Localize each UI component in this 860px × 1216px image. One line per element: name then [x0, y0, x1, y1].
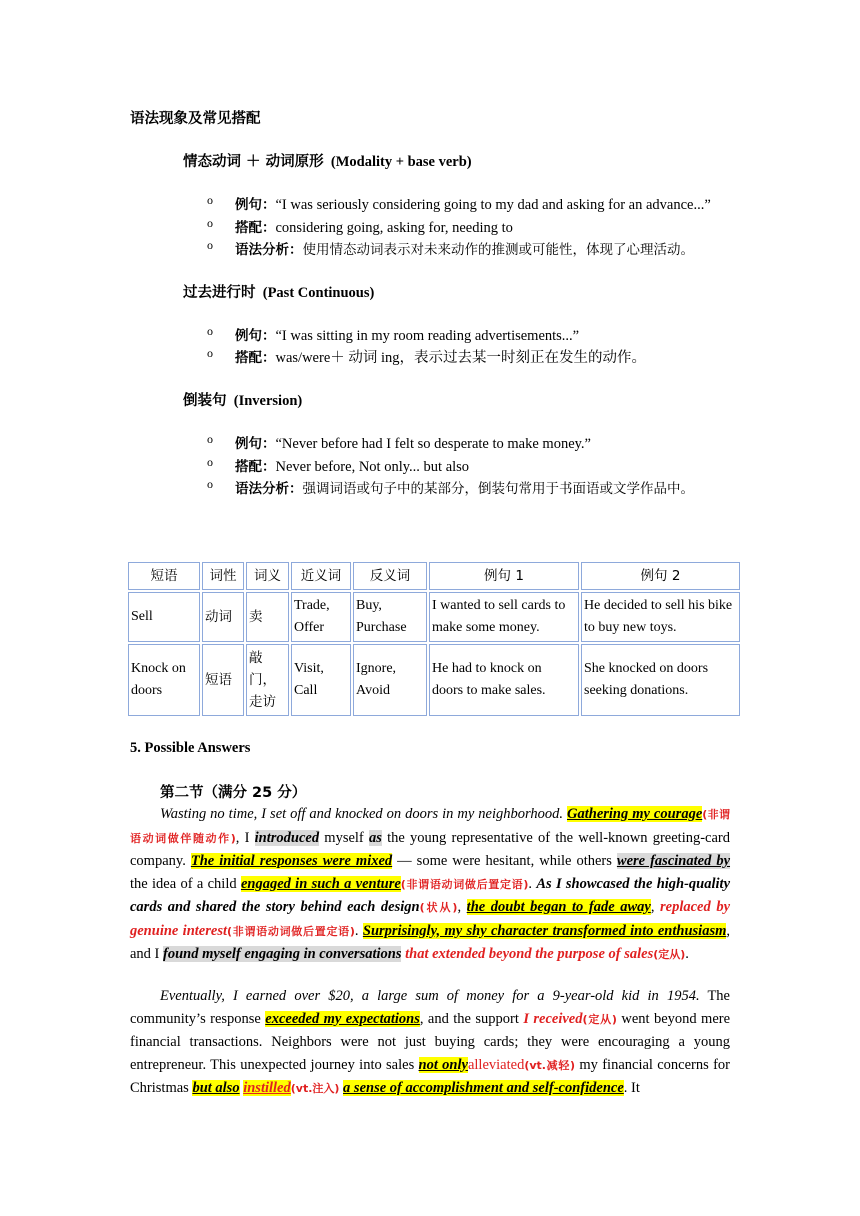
grammar-note: (状从)	[419, 901, 458, 914]
grammar-title-cn: 过去进行时	[183, 285, 256, 301]
red-phrase: I received	[523, 1010, 583, 1027]
section-subtitle: 第二节（满分 25 分）	[160, 785, 307, 801]
grammar-title-inversion	[183, 389, 302, 410]
bullet-marker: o	[207, 216, 213, 230]
bullet-marker: o	[207, 455, 213, 469]
bullet-text: “Never before had I felt so desperate to make money.”	[275, 436, 591, 452]
table-cell: I wanted to sell cards to make some money.	[429, 592, 579, 642]
text-run: ,	[650, 899, 655, 915]
bullet-label: 搭配：	[235, 350, 276, 366]
text-run: Wasting no time, I set off and knocked on doors in my neighborhood.	[160, 806, 564, 822]
table-cell: 短语	[202, 644, 244, 716]
grammar-note: (vt.减轻)	[524, 1058, 576, 1072]
bold-italic-phrase: As I showcased the high-quality cards and shared the story behind each design	[130, 875, 731, 915]
grammar-note: (定从)	[653, 948, 686, 961]
answer-paragraph-1	[130, 803, 730, 967]
text-run: , and the support	[419, 1010, 519, 1027]
bullet-marker: o	[207, 477, 213, 491]
bullet-label: 语法分析：	[235, 242, 303, 258]
bullet-marker: o	[207, 193, 213, 207]
grammar-title-en: (Modality + base verb)	[330, 154, 472, 170]
bullet-label: 语法分析：	[235, 481, 303, 497]
red-word: alleviated	[467, 1056, 525, 1073]
grammar-title-en: (Inversion)	[233, 393, 303, 409]
table-cell: He decided to sell his bike to buy new toys.	[581, 592, 740, 642]
text-run: the idea of a child	[130, 875, 237, 892]
red-phrase: replaced by genuine interest	[130, 899, 731, 939]
table-cell: 动词	[202, 592, 244, 642]
text-run: .	[528, 875, 533, 892]
bullet-text: “I was sitting in my room reading advertisements...”	[275, 328, 580, 344]
table-cell: Knock on doors	[128, 644, 200, 716]
table-cell: Buy, Purchase	[353, 592, 427, 642]
table-header-cell: 近义词	[291, 562, 351, 590]
highlight-phrase: but also	[192, 1080, 240, 1096]
grammar-note: (非谓语动词做后置定语)	[400, 877, 529, 891]
gray-phrase: found myself engaging in conversations	[163, 946, 402, 962]
gray-phrase: as	[368, 829, 382, 846]
vocab-table	[126, 560, 742, 718]
highlight-red-word: instilled	[243, 1080, 291, 1096]
gray-phrase: were fascinated by	[616, 853, 731, 869]
text-run: , I	[235, 829, 250, 846]
text-run: my financial concerns for Christmas	[130, 1056, 730, 1096]
bullet-label: 搭配：	[235, 220, 276, 236]
table-cell: Trade, Offer	[291, 592, 351, 642]
text-run: The community’s response	[130, 988, 730, 1027]
bullet-text: was/were＋ 动词 ing，表示过去某一时刻正在发生的动作。	[275, 350, 647, 366]
table-header-cell: 词义	[246, 562, 289, 590]
highlight-phrase: Surprisingly, my shy character transformed into enthusiasm	[362, 922, 727, 939]
highlight-phrase: a sense of accomplishment and self-confidence	[343, 1080, 624, 1096]
text-run: the young representative of the well-known greeting-card company.	[130, 829, 731, 869]
grammar-note: (定从)	[582, 1012, 617, 1026]
grammar-title-cn: 情态动词 ＋ 动词原形	[183, 154, 324, 170]
table-cell: Ignore, Avoid	[353, 644, 427, 716]
bullet-label: 例句：	[235, 328, 276, 344]
page-heading: 语法现象及常见搭配	[130, 111, 261, 127]
highlight-phrase: exceeded my expectations	[265, 1010, 420, 1027]
bullet-marker: o	[207, 432, 213, 446]
grammar-title-cn: 倒装句	[183, 393, 227, 409]
table-cell: 卖	[246, 592, 289, 642]
grammar-note: (非谓语动词做后置定语)	[227, 924, 355, 938]
bullet-label: 例句：	[235, 197, 276, 213]
highlight-phrase: The initial responses were mixed	[190, 853, 393, 869]
grammar-note: (非谓语动词做伴随动作)	[130, 808, 731, 845]
section-title-answers: 5. Possible Answers	[130, 740, 251, 756]
bullet-text: 使用情态动词表示对未来动作的推测或可能性，体现了心理活动。	[302, 242, 694, 258]
bullet-label: 例句：	[235, 436, 276, 452]
text-run: ,	[457, 899, 462, 915]
bullet-marker: o	[207, 324, 213, 338]
table-header-cell: 词性	[202, 562, 244, 590]
red-phrase: that extended beyond the purpose of sales	[405, 946, 654, 962]
text-run: .	[685, 946, 689, 962]
text-run: , and I	[130, 922, 730, 962]
gray-phrase: introduced	[254, 829, 320, 846]
table-header-row	[128, 562, 740, 590]
highlight-phrase: the doubt began to fade away	[466, 899, 651, 915]
text-run: . It	[623, 1080, 640, 1096]
table-header-cell: 反义词	[353, 562, 427, 590]
grammar-note: (vt.注入)	[290, 1082, 340, 1095]
bullet-marker: o	[207, 346, 213, 360]
text-run: .	[354, 922, 359, 939]
table-header-cell: 短语	[128, 562, 200, 590]
highlight-phrase: not only	[418, 1056, 468, 1073]
bullet-label: 搭配：	[235, 459, 276, 475]
grammar-title-en: (Past Continuous)	[262, 285, 375, 301]
highlight-phrase: engaged in such a venture	[240, 875, 401, 892]
table-cell: She knocked on doors seeking donations.	[581, 644, 740, 716]
bullet-marker: o	[207, 238, 213, 252]
answer-paragraph-2	[130, 985, 730, 1101]
table-cell: Visit, Call	[291, 644, 351, 716]
text-run: went beyond mere financial transactions. Neighbors were not just buying cards; they were encouraging a young entrepreneur. This unexpected journey into sales	[130, 1010, 731, 1073]
table-row	[128, 644, 740, 716]
table-header-cell: 例句 1	[429, 562, 579, 590]
bullet-text: Never before, Not only... but also	[275, 459, 470, 475]
highlight-phrase: Gathering my courage	[567, 806, 703, 822]
table-row	[128, 592, 740, 642]
grammar-title-past-continuous	[183, 281, 374, 302]
text-run: myself	[324, 829, 364, 846]
bullet-text: “I was seriously considering going to my dad and asking for an advance...”	[275, 197, 711, 213]
table-cell: 敲门，走访	[246, 644, 289, 716]
grammar-title-modality	[183, 150, 472, 171]
bullet-text: considering going, asking for, needing to	[275, 220, 513, 236]
text-run: Eventually, I earned over $20, a large sum of money for a 9-year-old kid in 1954.	[160, 988, 700, 1004]
table-cell: Sell	[128, 592, 200, 642]
bullet-text: 强调词语或句子中的某部分，倒装句常用于书面语或文学作品中。	[302, 481, 694, 497]
table-header-cell: 例句 2	[581, 562, 740, 590]
table-cell: He had to knock on doors to make sales.	[429, 644, 579, 716]
text-run: — some were hesitant, while others	[397, 853, 612, 869]
